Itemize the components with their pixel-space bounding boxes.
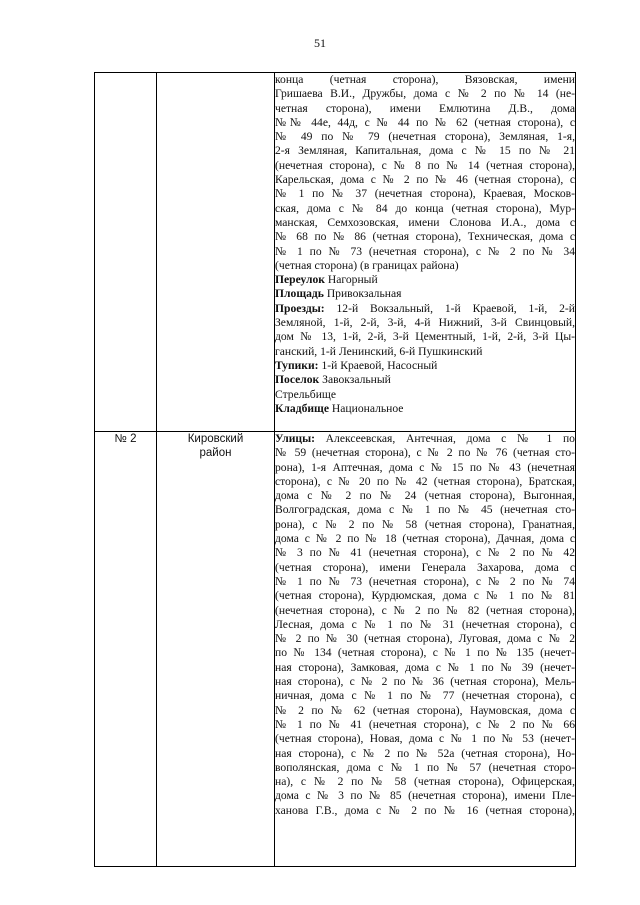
strelbishche-line: Стрельбище <box>275 387 336 401</box>
text-line: № 1 по № 41 (нечетная сторона), с № 2 по № 66 <box>275 717 575 731</box>
text-line: ханова Г.В., дома с № 2 по № 16 (четная сторона), <box>275 803 575 817</box>
text-line: (четная сторона), Новая, дома с № 1 по № 53 (нечет- <box>275 732 575 746</box>
poselok-label: Поселок <box>275 373 320 387</box>
row-number-cell <box>95 73 157 432</box>
tupiki-label: Тупики: <box>275 358 319 372</box>
text-line: рона), 1-я Аптечная, дома с № 15 по № 43 (нечетная <box>275 460 575 474</box>
ulitsy-line <box>275 432 575 446</box>
ploshchad-label: Площадь <box>275 287 324 301</box>
kladbishche-label: Кладбище <box>275 401 329 415</box>
text-line: (четная сторона), Курдюмская, дома с № 1 по № 81 <box>275 589 575 603</box>
text-line: (нечетная сторона), с № 2 по № 82 (четная сторона), <box>275 603 575 617</box>
text-line: ганский, 1-й Ленинский, 6-й Пушкинский <box>275 344 483 358</box>
tupiki-value: 1-й Краевой, Насосный <box>321 358 438 372</box>
text-line: дома с № 3 по № 85 (нечетная сторона), имени Пле- <box>275 789 575 803</box>
district-name-line: Кировский <box>187 433 244 445</box>
pereulok-value: Нагорный <box>327 273 378 287</box>
text-line: дома с № 2 по № 24 (четная сторона), Выгонная, <box>275 489 575 503</box>
text-line: № 2 по № 62 (четная сторона), Наумовская, дома с <box>275 703 575 717</box>
text-line: сторона), с № 20 по № 42 (четная сторона), Братская, <box>275 474 575 488</box>
text-line: Земляной, 1-й, 2-й, 3-й, 4-й Нижний, 3-й Свинцовый, <box>275 316 575 330</box>
text-line: (четная сторона), имени Генерала Захарова, дома с <box>275 560 575 574</box>
ploshchad-line <box>275 287 575 301</box>
ploshchad-value: Привокзальная <box>326 287 402 301</box>
ulitsy-value: Алексеевская, Антечная, дома с № 1 по <box>325 432 575 445</box>
district-name-line: район <box>199 447 232 459</box>
text-line: №№ 44е, 44д, с № 44 по № 62 (четная сторона), с <box>275 115 575 129</box>
text-line: № 68 по № 86 (четная сторона), Техническая, дома с <box>275 230 575 244</box>
text-line: на), с № 2 по № 58 (четная сторона), Офицерская, <box>275 775 575 789</box>
district-streets-table <box>94 72 576 867</box>
table-row <box>95 432 576 867</box>
text-line: Карельская, дома с № 2 по № 46 (четная сторона), с <box>275 173 575 187</box>
text-line: № 49 по № 79 (нечетная сторона), Земляная, 1-я, <box>275 130 575 144</box>
text-line: ничная, дома с № 1 по № 77 (нечетная сторона), с <box>275 689 575 703</box>
text-line: № 59 (нечетная сторона), с № 2 по № 76 (четная сто- <box>275 446 575 460</box>
page-number: 51 <box>314 36 326 50</box>
text-line: № 3 по № 41 (нечетная сторона), с № 2 по № 42 <box>275 546 575 560</box>
text-line: № 1 по № 37 (нечетная сторона), Краевая, Москов- <box>275 187 575 201</box>
text-line: № 2 по № 30 (четная сторона), Луговая, дома с № 2 <box>275 632 575 646</box>
poselok-line <box>275 373 575 387</box>
text-line: вополянская, дома с № 1 по № 57 (нечетная сторо- <box>275 760 575 774</box>
district-cell <box>157 73 275 432</box>
tupiki-line <box>275 359 575 373</box>
pereulok-line <box>275 273 575 287</box>
kladbishche-value: Национальное <box>331 401 404 415</box>
pereulok-label: Переулок <box>275 273 325 287</box>
text-line: ная сторона), с № 2 по № 52а (четная сторона), Но- <box>275 746 575 760</box>
row-number-cell: № 2 <box>95 432 157 867</box>
text-line: № 1 по № 73 (нечетная сторона), с № 2 по № 74 <box>275 574 575 588</box>
text-line: дом № 13, 1-й, 2-й, 3-й Цементный, 1-й, 2-й, 3-й Цы- <box>275 330 575 344</box>
text-line: манская, Семхозовская, имени Слонова И.А., дома с <box>275 215 575 229</box>
kladbishche-line <box>275 402 575 416</box>
text-line: рона), с № 2 по № 58 (четная сторона), Гранатная, <box>275 517 575 531</box>
proezdy-line <box>275 302 575 316</box>
text-line: 2-я Земляная, Капитальная, дома с № 15 по № 21 <box>275 144 575 158</box>
text-line: Волгоградская, дома с № 1 по № 45 (нечетная сто- <box>275 503 575 517</box>
poselok-value: Завокзальный <box>322 373 391 387</box>
text-line: четная сторона), имени Емлютина Д.В., дома <box>275 101 575 115</box>
text-line: Лесная, дома с № 1 по № 31 (нечетная сторона), с <box>275 617 575 631</box>
text-line: № 1 по № 73 (нечетная сторона), с № 2 по № 34 <box>275 244 575 258</box>
text-line: по № 134 (четная сторона), с № 1 по № 135 (нечет- <box>275 646 575 660</box>
proezdy-value: 12-й Вокзальный, 1-й Краевой, 1-й, 2-й <box>336 301 575 315</box>
district-cell <box>157 432 275 867</box>
text-line: конца (четная сторона), Вязовская, имени <box>275 73 575 86</box>
text-line: (нечетная сторона), с № 8 по № 14 (четная сторона), <box>275 158 575 172</box>
text-line: ная сторона), Замковая, дома с № 1 по № 39 (нечет- <box>275 660 575 674</box>
text-line: дома с № 2 по № 18 (четная сторона), Дачная, дома с <box>275 532 575 546</box>
ulitsy-label: Улицы: <box>275 432 315 445</box>
text-line: ная сторона), с № 2 по № 36 (четная сторона), Мель- <box>275 675 575 689</box>
table-row <box>95 73 576 432</box>
streets-cell <box>275 73 576 432</box>
text-line: (четная сторона) (в границах района) <box>275 258 459 272</box>
streets-cell <box>275 432 576 867</box>
text-line: Гришаева В.И., Дружбы, дома с № 2 по № 14 (не- <box>275 87 575 101</box>
proezdy-label: Проезды: <box>275 301 325 315</box>
text-line: ская, дома с № 84 до конца (четная сторона), Мур- <box>275 201 575 215</box>
